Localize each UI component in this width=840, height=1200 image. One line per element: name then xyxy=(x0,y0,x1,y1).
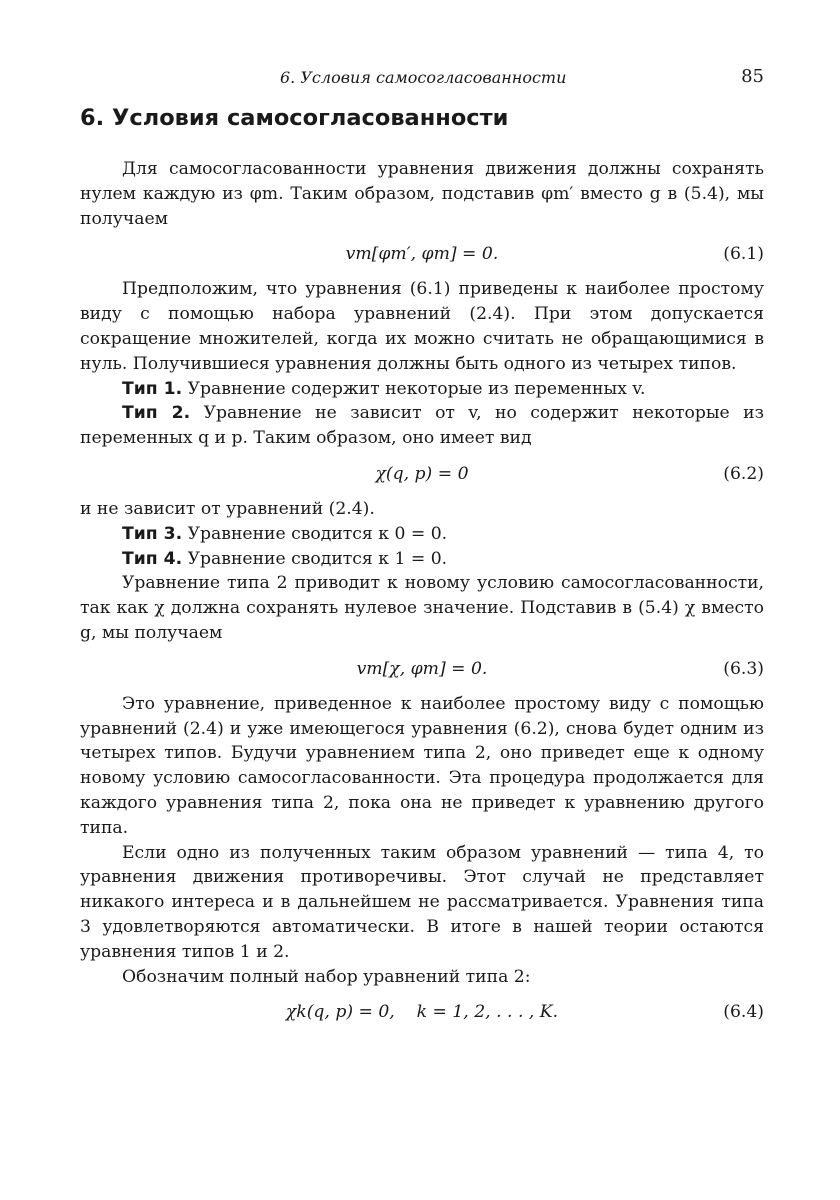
type-label: Тип 1. xyxy=(122,378,183,399)
equation-expression: χ(q, p) = 0 xyxy=(375,463,469,484)
section-body xyxy=(80,157,764,1035)
running-head xyxy=(80,66,764,90)
type-label: Тип 3. xyxy=(122,523,183,544)
paragraph: Предположим, что уравнения (6.1) приведены к наиболее простому виду с помощью набора уравнений (2.4). При этом допускается сокращение множителей, когда их можно считать не обращающимися в нуль. Получившиеся уравнения должны быть одного из четырех типов. xyxy=(80,279,764,374)
equation-number: (6.2) xyxy=(723,463,764,484)
paragraph: Если одно из полученных таким образом уравнений — типа 4, то уравнения движения противоречивы. Этот случай не представляет никакого интереса и в дальнейшем не рассматривается. Уравнения типа 3 удовлетворяются автоматически. В итоге в нашей теории остаются уравнения типов 1 и 2. xyxy=(80,842,764,962)
running-title: 6. Условия самосогласованности xyxy=(280,68,567,87)
type-item xyxy=(80,547,764,572)
equation-6-2 xyxy=(80,451,764,497)
paragraph: Для самосогласованности уравнения движения должны сохранять нулем каждую из φm. Таким образом, подставив φm′ вместо g в (5.4), мы получаем xyxy=(80,159,764,229)
equation-6-4 xyxy=(80,989,764,1035)
equation-6-1 xyxy=(80,231,764,277)
equation-expression: vm[χ, φm] = 0. xyxy=(356,658,488,679)
book-page xyxy=(80,0,764,1200)
paragraph: Это уравнение, приведенное к наиболее простому виду с помощью уравнений (2.4) и уже имеющегося уравнения (6.2), снова будет одним из четырех типов. Будучи уравнением типа 2, оно приведет еще к одному новому условию самосогласованности. Эта процедура продолжается для каждого уравнения типа 2, пока она не приведет к уравнению другого типа. xyxy=(80,693,764,838)
equation-number: (6.1) xyxy=(723,244,764,265)
type-text: Уравнение сводится к 1 = 0. xyxy=(187,548,448,569)
type-text: Уравнение сводится к 0 = 0. xyxy=(187,523,448,544)
equation-6-3 xyxy=(80,646,764,692)
paragraph: Уравнение типа 2 приводит к новому условию самосогласованности, так как χ должна сохранять нулевое значение. Подставив в (5.4) χ вместо g, мы получаем xyxy=(80,573,764,643)
paragraph: Обозначим полный набор уравнений типа 2: xyxy=(122,966,531,987)
equation-number: (6.4) xyxy=(723,1002,764,1023)
page-number: 85 xyxy=(741,66,764,87)
paragraph: и не зависит от уравнений (2.4). xyxy=(80,498,375,519)
equation-expression: χk(q, p) = 0, k = 1, 2, . . . , K. xyxy=(285,1002,559,1023)
equation-number: (6.3) xyxy=(723,658,764,679)
type-item xyxy=(80,522,764,547)
type-item xyxy=(80,377,764,402)
equation-expression: vm[φm′, φm] = 0. xyxy=(345,244,499,265)
section-title: 6. Условия самосогласованности xyxy=(80,105,509,131)
type-text: Уравнение не зависит от v, но содержит некоторые из переменных q и p. Таким образом, оно имеет вид xyxy=(80,403,765,449)
type-label: Тип 4. xyxy=(122,548,183,569)
type-text: Уравнение содержит некоторые из переменных v. xyxy=(187,378,646,399)
type-item xyxy=(80,401,764,451)
type-label: Тип 2. xyxy=(122,403,191,424)
